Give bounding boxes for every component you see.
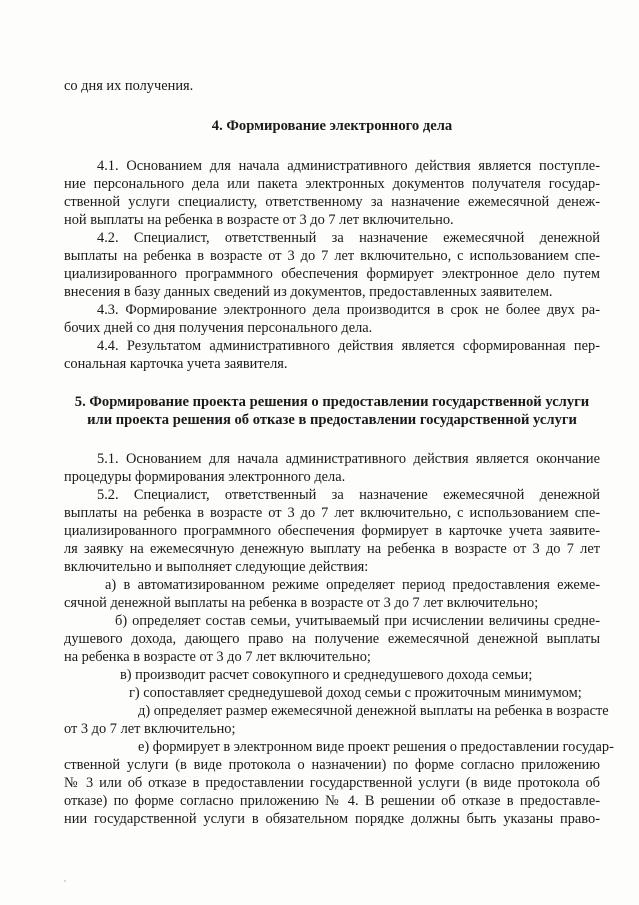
section-5-line: д) определяет размер ежемесячной денежной выплаты на ребенка в возрасте bbox=[138, 703, 609, 719]
section-4-line: 4.1. Основанием для начала административного действия является поступле- bbox=[97, 158, 600, 174]
section-5-line: г) сопоставляет среднедушевой доход семьи с прожиточным минимумом; bbox=[129, 685, 582, 701]
section-4-line: выплаты на ребенка в возрасте от 3 до 7 лет включительно, с использованием спе- bbox=[64, 248, 600, 264]
section-4-line: ние персонального дела или пакета электронных документов получателя государ- bbox=[64, 176, 600, 192]
section-5-line: ственной услуги (в виде протокола о назначении) по форме согласно приложению bbox=[64, 757, 600, 773]
section-5-line: б) определяет состав семьи, учитываемый при исчислении величины средне- bbox=[115, 613, 600, 629]
section-5-line: а) в автоматизированном режиме определяет период предоставления ежеме- bbox=[105, 577, 600, 593]
section-4-line: сональная карточка учета заявителя. bbox=[64, 356, 288, 372]
section-4-heading: 4. Формирование электронного дела bbox=[211, 118, 453, 134]
section-5-line: в) производит расчет совокупного и среднедушевого дохода семьи; bbox=[120, 667, 533, 683]
section-5-line: выплаты на ребенка в возрасте от 3 до 7 лет включительно, с использованием спе- bbox=[64, 505, 600, 521]
section-5-line: на ребенка в возрасте от 3 до 7 лет включительно; bbox=[64, 649, 371, 665]
section-5-line: процедуры формирования электронного дела. bbox=[64, 469, 346, 485]
section-5-line: циализированного программного обеспечения формирует в карточке учета заявите- bbox=[64, 523, 600, 539]
section-4-line: внесения в базу данных сведений из документов, предоставленных заявителем. bbox=[64, 284, 553, 300]
section-5-line: 5.2. Специалист, ответственный за назначение ежемесячной денежной bbox=[97, 487, 600, 503]
section-5-line: нии государственной услуги в обязательном порядке должны быть указаны право- bbox=[64, 811, 600, 827]
section-4-line: циализированного программного обеспечения формирует электронное дело путем bbox=[64, 266, 600, 282]
section-4-line: 4.4. Результатом административного действия является сформированная пер- bbox=[97, 338, 600, 354]
section-5-line: е) формирует в электронном виде проект решения о предоставлении государ- bbox=[138, 739, 614, 755]
section-5-line: душевого дохода, дающего право на получение ежемесячной денежной выплаты bbox=[64, 631, 600, 647]
section-5-line: сячной денежной выплаты на ребенка в возрасте от 3 до 7 лет включительно; bbox=[64, 595, 539, 611]
section-5-line: включительно и выполняет следующие действия: bbox=[64, 559, 369, 575]
section-4-line: ной выплаты на ребенка в возрасте от 3 до 7 лет включительно. bbox=[64, 212, 454, 228]
section-4-line: ственной услуги специалисту, ответственному за назначение ежемесячной денеж- bbox=[64, 194, 600, 210]
section-4-line: 4.3. Формирование электронного дела производится в срок не более двух ра- bbox=[97, 302, 600, 318]
section-5-line: 5.1. Основанием для начала административного действия является окончание bbox=[97, 451, 600, 467]
section-4-line: 4.2. Специалист, ответственный за назначение ежемесячной денежной bbox=[97, 230, 600, 246]
section-5-heading-line-2: или проекта решения об отказе в предоставлении государственной услуги bbox=[87, 412, 577, 428]
section-5-line: отказе) по форме согласно приложению № 4. В решении об отказе в предоставле- bbox=[64, 793, 600, 809]
section-5-line: от 3 до 7 лет включительно; bbox=[64, 721, 236, 737]
scan-speck bbox=[64, 880, 66, 882]
section-5-heading-line-1: 5. Формирование проекта решения о предоставлении государственной услуги bbox=[74, 394, 590, 410]
intro-line: со дня их получения. bbox=[64, 78, 194, 94]
section-5-line: № 3 или об отказе в предоставлении государственной услуги (в виде протокола об bbox=[64, 775, 600, 791]
section-5-line: ля заявку на ежемесячную денежную выплату на ребенка в возрасте от 3 до 7 лет bbox=[64, 541, 600, 557]
section-4-line: бочих дней со дня получения персонального дела. bbox=[64, 320, 373, 336]
